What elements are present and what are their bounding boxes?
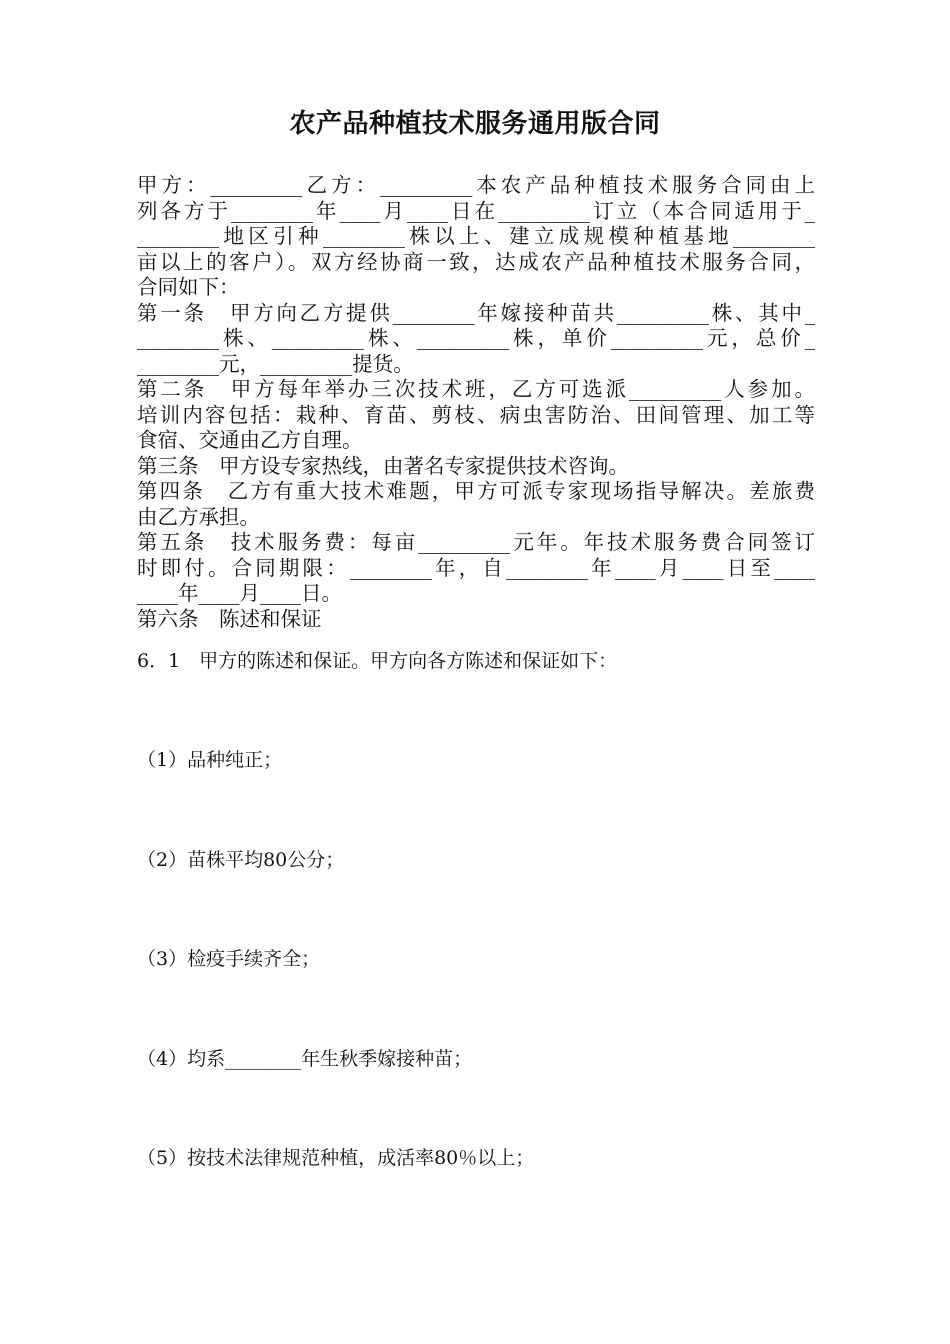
contract-line-5: 合同如下： (137, 275, 240, 299)
article-2-line-3: 食宿、交通由乙方自理。 (137, 428, 363, 452)
contract-line-2: 列各方于________年____月____日在_________订立（本合同适用于_ (137, 198, 815, 223)
warranty-item-2: （2）苗株平均80公分； (137, 849, 345, 871)
contract-body (137, 173, 815, 632)
warranty-item-1: （1）品种纯正； (137, 749, 283, 771)
article-2-line-2: 培训内容包括：栽种、育苗、剪枝、病虫害防治、田间管理、加工等 (137, 402, 815, 427)
clause-6-1: 6．1 甲方的陈述和保证。甲方向各方陈述和保证如下： (137, 650, 618, 672)
article-5-line-1: 第五条 技术服务费：每亩_________元年。年技术服务费合同签订 (137, 530, 815, 554)
article-5-line-3: ____年____月____日。 (137, 581, 342, 605)
warranty-item-3: （3）检疫手续齐全； (137, 948, 321, 970)
article-5-line-2: 时即付。合同期限：________年，自________年____月____日至____ (137, 555, 815, 580)
article-2-line-1: 第二条 甲方每年举办三次技术班，乙方可选派_________人参加。 (137, 377, 815, 401)
article-6-heading: 第六条 陈述和保证 (137, 606, 322, 631)
article-4-line-2: 由乙方承担。 (137, 504, 260, 529)
warranty-item-5: （5）按技术法律规范种植，成活率80％以上； (137, 1147, 535, 1169)
contract-line-1: 甲方：_________乙方：_________本农产品种植技术服务合同由上 (137, 173, 815, 197)
article-1-line-1: 第一条 甲方向乙方提供________年嫁接种苗共_________株、其中_ (137, 300, 815, 325)
article-3-line-1: 第三条 甲方设专家热线，由著名专家提供技术咨询。 (137, 453, 629, 478)
contract-line-3: ________地区引种________株以上、建立成规模种植基地________ (137, 224, 815, 248)
contract-line-4: 亩以上的客户）。双方经协商一致，达成农产品种植技术服务合同， (137, 249, 815, 274)
article-4-line-1: 第四条 乙方有重大技术难题，甲方可派专家现场指导解决。差旅费 (137, 479, 815, 503)
article-1-line-2: ________株、_________株、_________株，单价_________元，总价_ (137, 326, 815, 350)
warranty-item-4: （4）均系________年生秋季嫁接种苗； (137, 1048, 473, 1070)
article-1-line-3: ________元，_________提货。 (137, 351, 414, 376)
document-title: 农产品种植技术服务通用版合同 (289, 109, 661, 139)
